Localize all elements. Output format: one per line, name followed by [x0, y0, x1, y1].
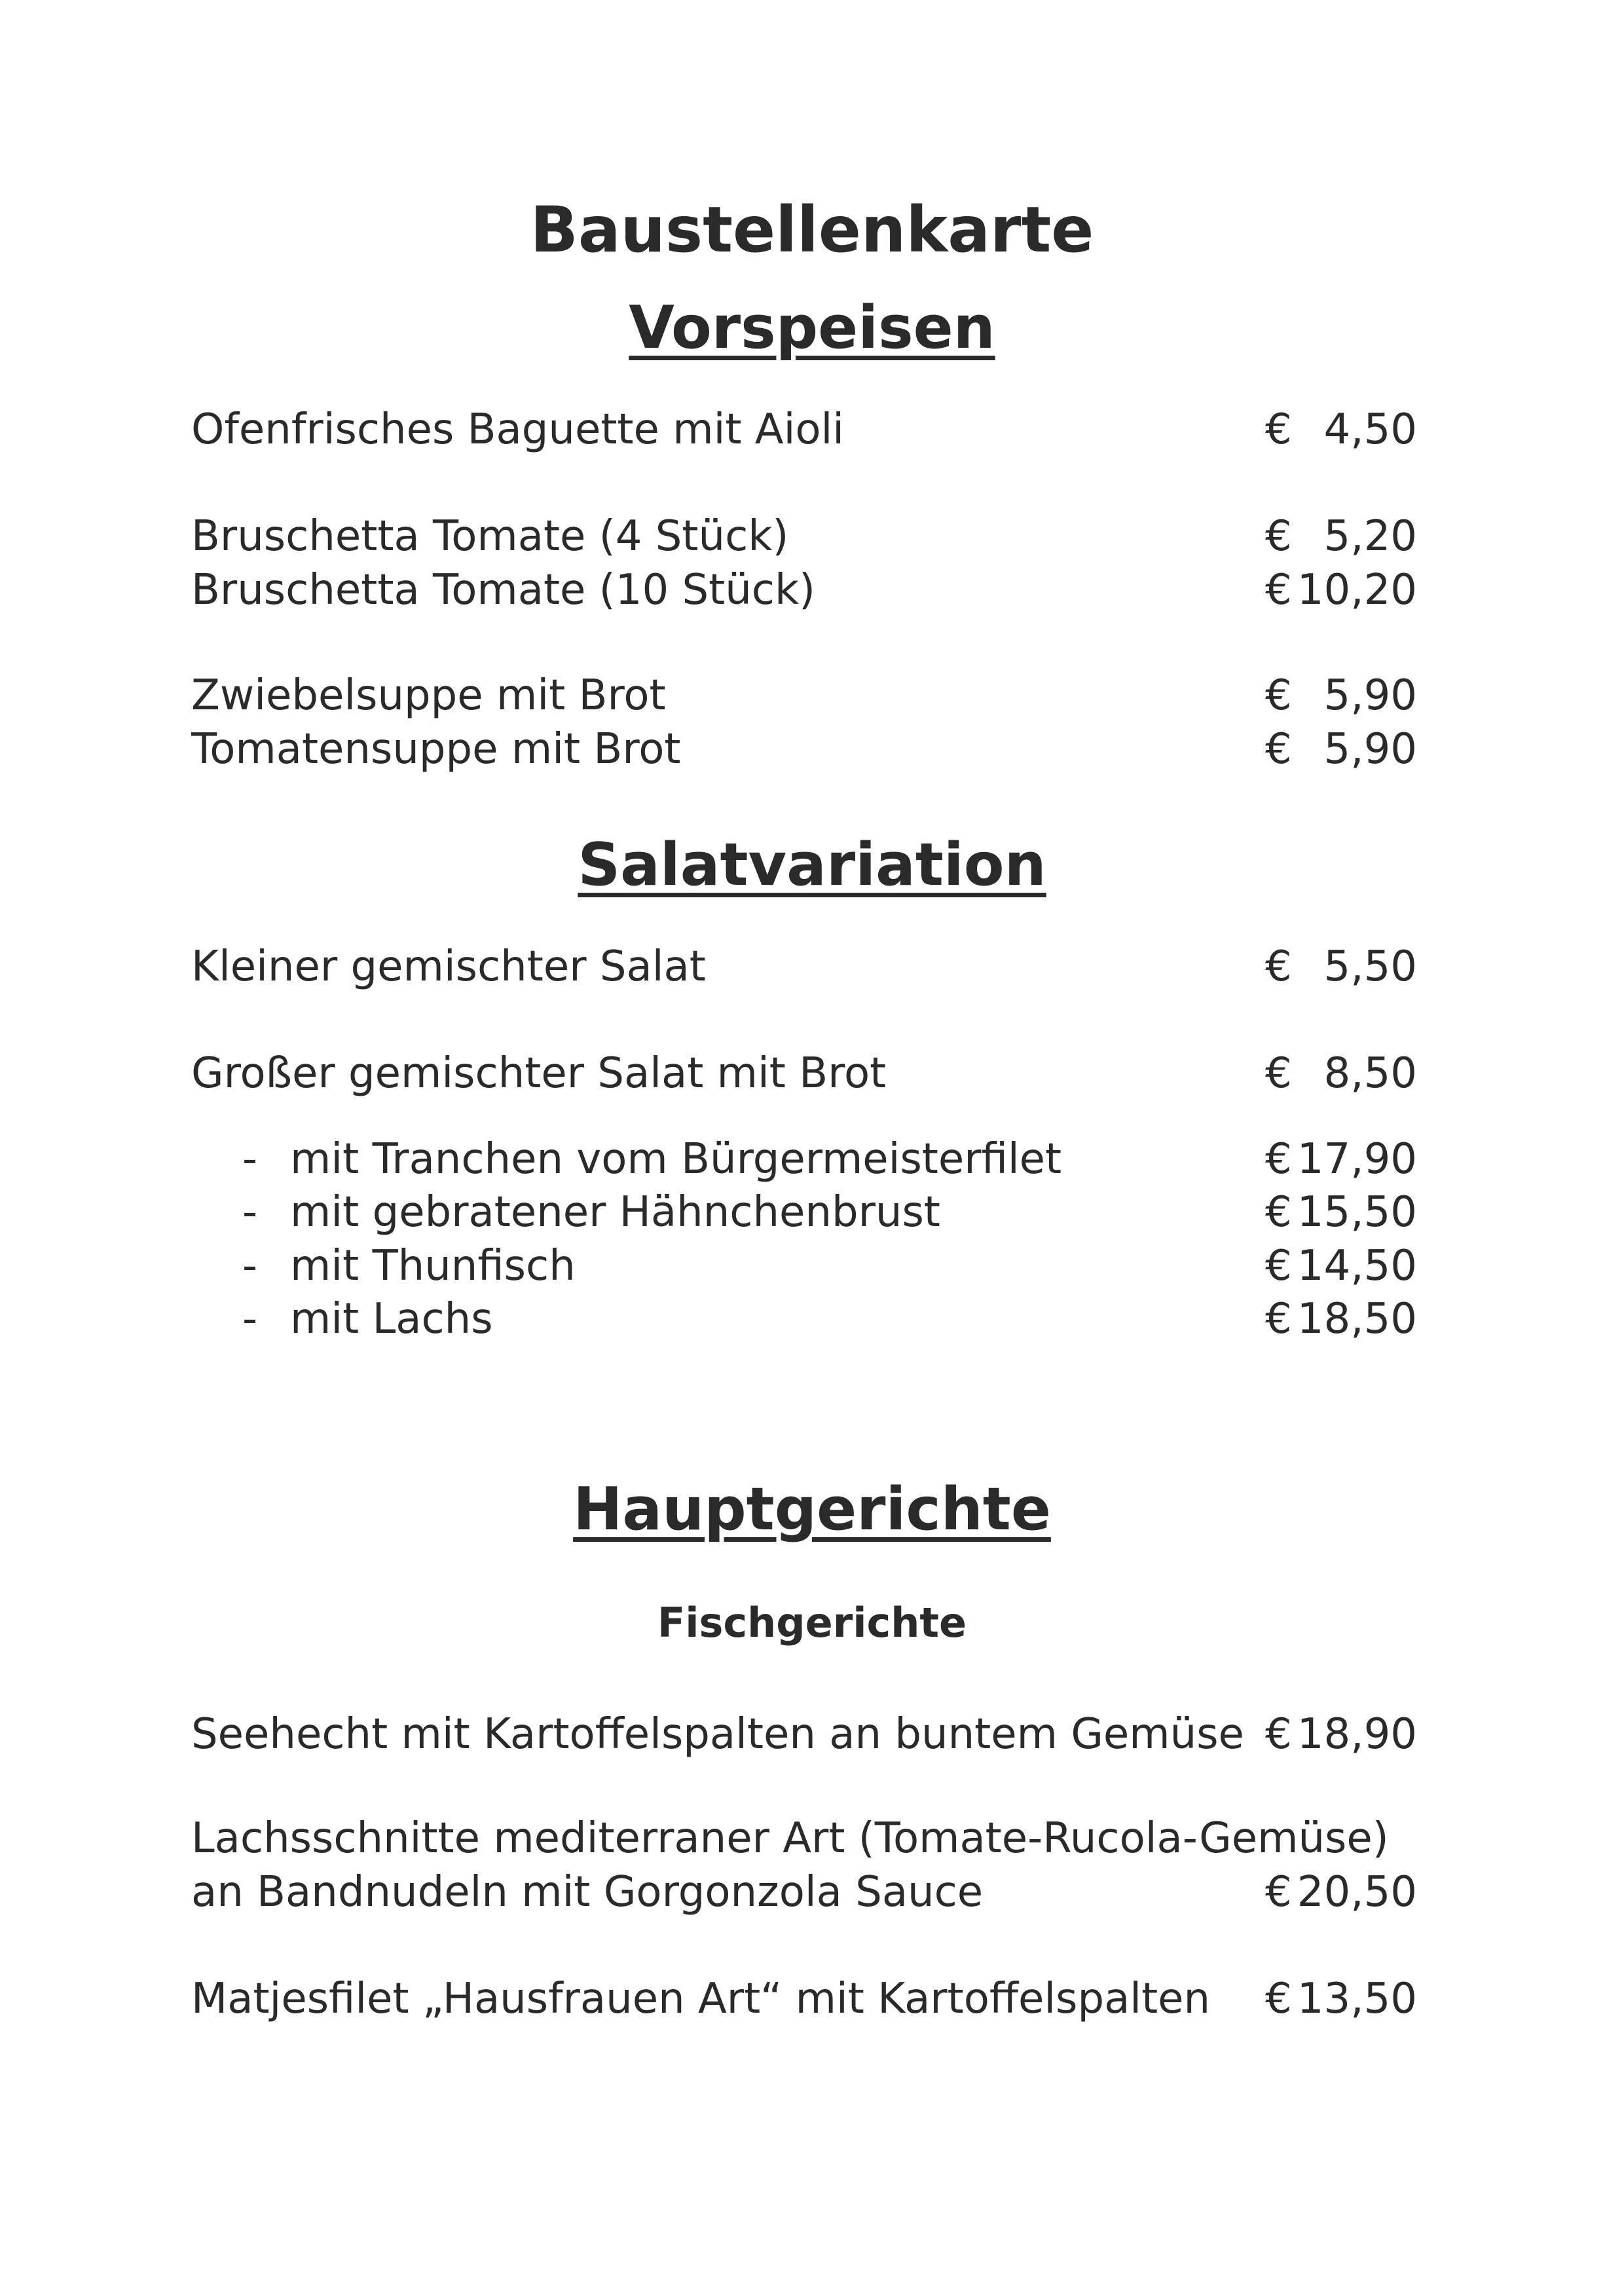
price-amount: 5,20 — [1323, 512, 1417, 561]
item-price — [1265, 404, 1417, 455]
price-amount: 4,50 — [1323, 405, 1417, 454]
section-title-salatvariation: Salatvariation — [578, 830, 1046, 899]
item-price — [1265, 724, 1417, 775]
price-amount: 14,50 — [1297, 1242, 1417, 1290]
menu-item-line2 — [0, 1867, 1624, 1918]
price-amount: 10,20 — [1297, 566, 1417, 614]
menu-item — [0, 1973, 1624, 2024]
price-amount: 20,50 — [1297, 1868, 1417, 1916]
currency-symbol: € — [1265, 1242, 1292, 1290]
menu-item — [0, 724, 1624, 775]
item-price — [1265, 565, 1417, 616]
item-price — [1265, 1973, 1417, 2024]
item-price — [1265, 1187, 1417, 1238]
menu-item — [0, 941, 1624, 992]
currency-symbol: € — [1265, 1295, 1292, 1343]
item-name: mit Thunfisch — [290, 1242, 576, 1290]
list-dash: - — [242, 1135, 258, 1184]
item-name: Kleiner gemischter Salat — [191, 942, 706, 991]
item-name: Seehecht mit Kartoffelspalten an buntem Gemüse — [191, 1710, 1244, 1759]
currency-symbol: € — [1265, 405, 1292, 454]
item-price — [1265, 1048, 1417, 1099]
item-price — [1265, 941, 1417, 992]
price-amount: 17,90 — [1297, 1135, 1417, 1184]
currency-symbol: € — [1265, 1868, 1292, 1916]
currency-symbol: € — [1265, 1135, 1292, 1184]
price-amount: 5,90 — [1323, 671, 1417, 720]
item-price — [1265, 1134, 1417, 1185]
item-price — [1265, 1241, 1417, 1292]
currency-symbol: € — [1265, 1049, 1292, 1098]
subsection-title-fischgerichte: Fischgerichte — [657, 1599, 967, 1647]
menu-item-line1 — [0, 1813, 1624, 1864]
currency-symbol: € — [1265, 1710, 1292, 1759]
currency-symbol: € — [1265, 1975, 1292, 2023]
item-name: mit Tranchen vom Bürgermeisterfilet — [290, 1135, 1062, 1184]
item-name: Bruschetta Tomate (10 Stück) — [191, 566, 815, 614]
list-dash: - — [242, 1242, 258, 1290]
price-amount: 18,90 — [1297, 1710, 1417, 1759]
item-name: Matjesfilet „Hausfrauen Art“ mit Kartoffelspalten — [191, 1975, 1211, 2023]
item-price — [1265, 511, 1417, 562]
currency-symbol: € — [1265, 725, 1292, 774]
item-name: mit gebratener Hähnchenbrust — [290, 1188, 940, 1237]
menu-extra-item — [0, 1134, 1624, 1185]
menu-extra-item — [0, 1294, 1624, 1345]
menu-item — [0, 1709, 1624, 1760]
currency-symbol: € — [1265, 512, 1292, 561]
item-name: mit Lachs — [290, 1295, 493, 1343]
menu-item — [0, 511, 1624, 562]
item-name: Ofenfrisches Baguette mit Aioli — [191, 405, 845, 454]
menu-extra-item — [0, 1187, 1624, 1238]
menu-item — [0, 1048, 1624, 1099]
menu-extra-item — [0, 1241, 1624, 1292]
menu-item — [0, 565, 1624, 616]
item-price — [1265, 1709, 1417, 1760]
item-price — [1265, 1867, 1417, 1918]
menu-item — [0, 670, 1624, 721]
price-amount: 13,50 — [1297, 1975, 1417, 2023]
item-price — [1265, 670, 1417, 721]
currency-symbol: € — [1265, 1188, 1292, 1237]
list-dash: - — [242, 1188, 258, 1237]
price-amount: 15,50 — [1297, 1188, 1417, 1237]
menu-title: Baustellenkarte — [530, 193, 1094, 267]
section-title-hauptgerichte: Hauptgerichte — [573, 1475, 1051, 1544]
section-title-vorspeisen: Vorspeisen — [629, 293, 995, 362]
item-name: Großer gemischter Salat mit Brot — [191, 1049, 887, 1098]
item-name: Zwiebelsuppe mit Brot — [191, 671, 666, 720]
price-amount: 5,50 — [1323, 942, 1417, 991]
item-name: Tomatensuppe mit Brot — [191, 725, 681, 774]
currency-symbol: € — [1265, 566, 1292, 614]
currency-symbol: € — [1265, 671, 1292, 720]
list-dash: - — [242, 1295, 258, 1343]
item-name: Lachsschnitte mediterraner Art (Tomate-Rucola-Gemüse) — [191, 1814, 1389, 1863]
currency-symbol: € — [1265, 942, 1292, 991]
item-name: Bruschetta Tomate (4 Stück) — [191, 512, 789, 561]
item-name: an Bandnudeln mit Gorgonzola Sauce — [191, 1868, 984, 1916]
price-amount: 8,50 — [1323, 1049, 1417, 1098]
price-amount: 18,50 — [1297, 1295, 1417, 1343]
price-amount: 5,90 — [1323, 725, 1417, 774]
menu-item — [0, 404, 1624, 455]
item-price — [1265, 1294, 1417, 1345]
